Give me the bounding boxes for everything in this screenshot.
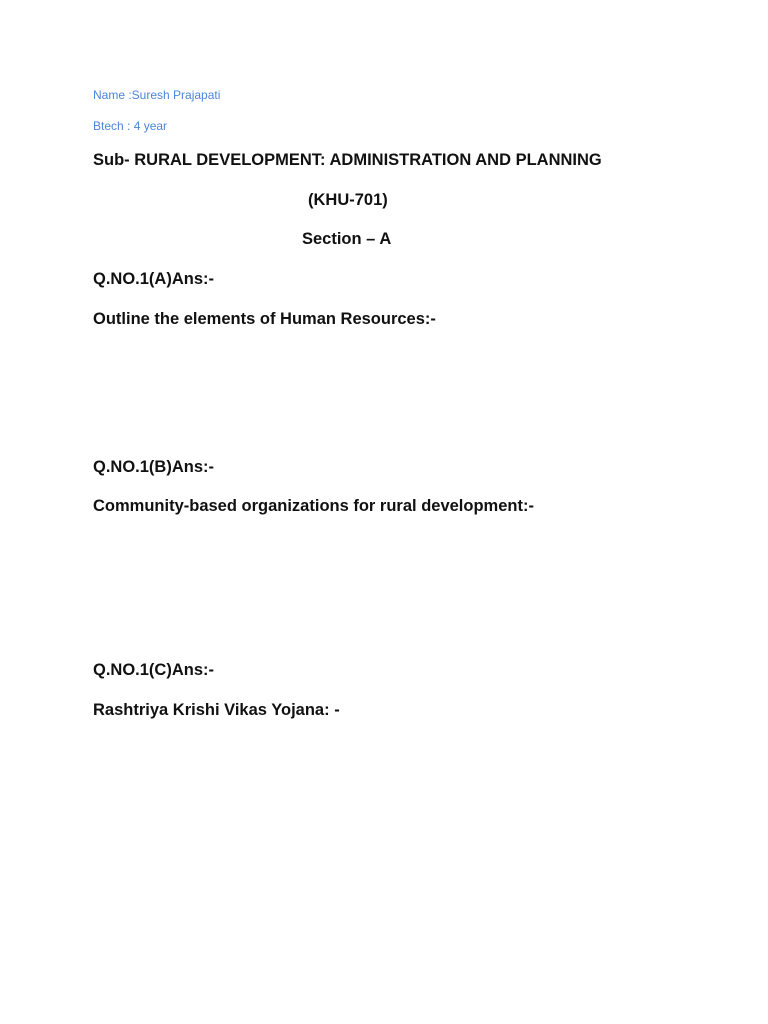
question-1b-number: Q.NO.1(B)Ans:- xyxy=(93,458,214,476)
subject-heading: Sub- RURAL DEVELOPMENT: ADMINISTRATION AND PLANNING xyxy=(93,151,602,169)
question-1c-number: Q.NO.1(C)Ans:- xyxy=(93,661,214,679)
course-code: (KHU-701) xyxy=(308,191,388,209)
question-1a-number: Q.NO.1(A)Ans:- xyxy=(93,270,214,288)
course-info: Btech : 4 year xyxy=(93,119,168,133)
student-name: Name :Suresh Prajapati xyxy=(93,88,221,102)
question-1a-title: Outline the elements of Human Resources:- xyxy=(93,310,436,328)
question-1b-title: Community-based organizations for rural development:- xyxy=(93,497,534,515)
section-heading: Section – A xyxy=(302,230,392,248)
question-1c-title: Rashtriya Krishi Vikas Yojana: - xyxy=(93,701,340,719)
